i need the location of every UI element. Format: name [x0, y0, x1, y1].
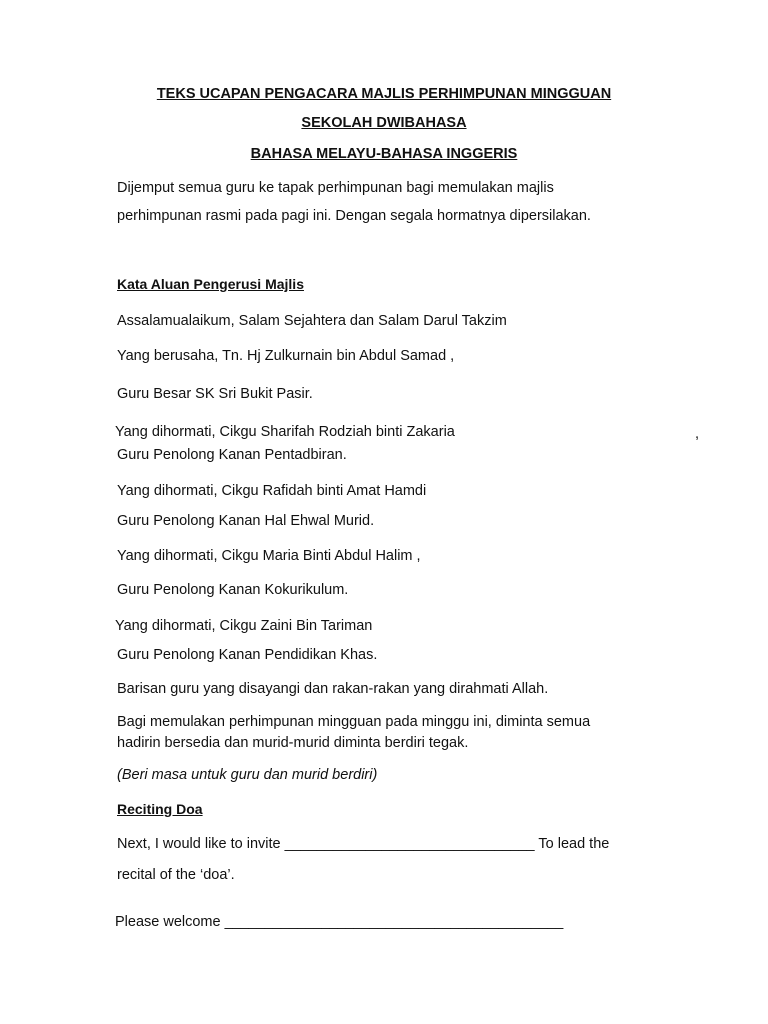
- gpk-hem-title: Guru Penolong Kanan Hal Ehwal Murid.: [117, 513, 375, 529]
- section-heading-kata-aluan: Kata Aluan Pengerusi Majlis: [117, 276, 304, 292]
- begin-assembly-line-1: Bagi memulakan perhimpunan mingguan pada minggu ini, diminta semua: [117, 714, 591, 730]
- document-title-line-3: BAHASA MELAYU-BAHASA INGGERIS: [250, 146, 518, 162]
- invite-line-2: recital of the ‘doa’.: [117, 867, 235, 883]
- guru-besar-title: Guru Besar SK Sri Bukit Pasir.: [117, 386, 313, 402]
- section-heading-reciting-doa: Reciting Doa: [117, 801, 203, 817]
- stage-direction: (Beri masa untuk guru dan murid berdiri): [117, 767, 378, 783]
- gpk-pendidikan-khas-title: Guru Penolong Kanan Pendidikan Khas.: [117, 647, 378, 663]
- document-title-line-1: TEKS UCAPAN PENGACARA MAJLIS PERHIMPUNAN MINGGUAN: [156, 86, 612, 102]
- gpk-kokurikulum-name: Yang dihormati, Cikgu Maria Binti Abdul Halim ,: [117, 548, 421, 564]
- guru-besar-name: Yang berusaha, Tn. Hj Zulkurnain bin Abdul Samad ,: [117, 348, 455, 364]
- gpk-hem-name: Yang dihormati, Cikgu Rafidah binti Amat Hamdi: [117, 483, 427, 499]
- greeting-line: Assalamualaikum, Salam Sejahtera dan Salam Darul Takzim: [117, 313, 507, 329]
- stray-comma: ,: [695, 426, 700, 442]
- gpk-pentadbiran-title: Guru Penolong Kanan Pentadbiran.: [117, 447, 347, 463]
- welcome-line: Please welcome __________________________________________: [115, 914, 564, 930]
- invite-line-1: Next, I would like to invite _______________________________ To lead the: [117, 836, 610, 852]
- gpk-kokurikulum-title: Guru Penolong Kanan Kokurikulum.: [117, 582, 349, 598]
- document-title-line-2: SEKOLAH DWIBAHASA: [301, 115, 467, 131]
- gpk-pendidikan-khas-name: Yang dihormati, Cikgu Zaini Bin Tariman: [115, 618, 373, 634]
- gpk-pentadbiran-name: Yang dihormati, Cikgu Sharifah Rodziah binti Zakaria: [115, 424, 455, 440]
- begin-assembly-line-2: hadirin bersedia dan murid-murid diminta berdiri tegak.: [117, 735, 469, 751]
- intro-line-1: Dijemput semua guru ke tapak perhimpunan bagi memulakan majlis: [117, 180, 554, 196]
- intro-line-2: perhimpunan rasmi pada pagi ini. Dengan segala hormatnya dipersilakan.: [117, 208, 591, 224]
- barisan-guru-line: Barisan guru yang disayangi dan rakan-rakan yang dirahmati Allah.: [117, 681, 549, 697]
